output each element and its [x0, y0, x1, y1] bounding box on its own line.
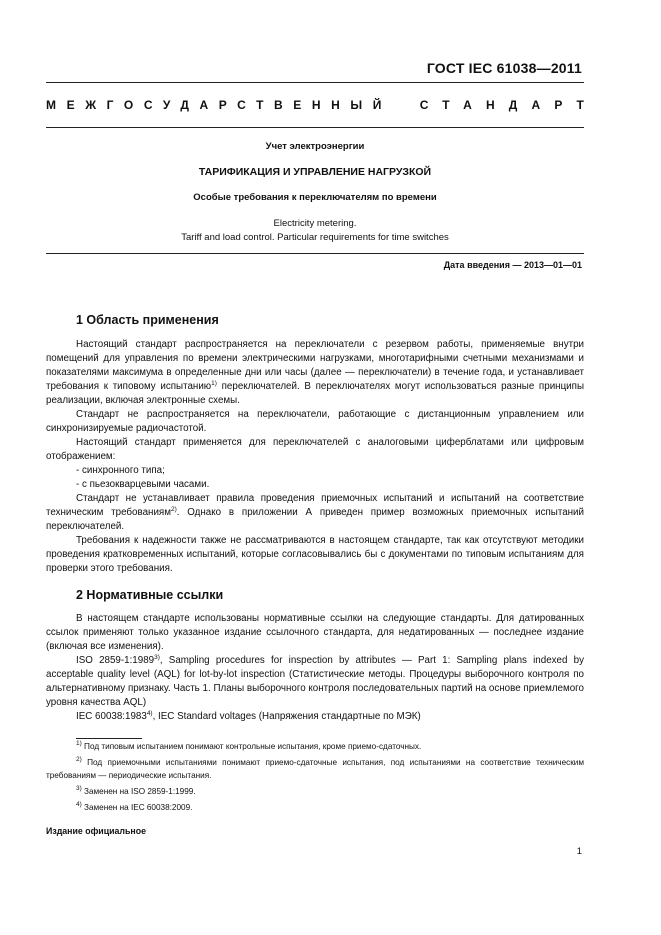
header-rule-bottom [46, 127, 584, 128]
footnote-ref: 4) [146, 710, 153, 717]
title-english-line1: Electricity metering. [273, 218, 357, 229]
header-rule-top [46, 82, 584, 83]
official-edition-label: Издание официальное [46, 826, 146, 836]
footnote: $^{1)}$ Под типовым испытанием понимают контрольные испытания, кроме приемо-сдаточных. [76, 740, 422, 751]
reference-iso-2859: ISO 2859-1:1989$^{3)}$, Sampling procedures for inspection by attributes — Part 1: Sampling plans indexed by acceptable quality level (AQL) for lot-by-lot inspection (Статистические методы. Процедуры выборочного контроля по альтернативному признаку. Часть 1. Планы выборочного контроля последовательных партий на основе приемлемого уровня качества AQL) [46, 654, 584, 708]
banner-word-2: СТАНДАРТ [419, 98, 598, 112]
section-1-body [46, 338, 584, 576]
page-number: 1 [576, 846, 582, 857]
list-item: - синхронного типа; [76, 465, 165, 476]
section-1-paragraph: Настоящий стандарт распространяется на переключатели с резервом работы, применяемые внутри помещений для управления по времени электрическими нагрузками, многотарифными счетными механизмами и показателями максимума в определенные дни или часы (далее — переключатели) в течение года, и устанавливает требования к типовому испытанию$^{1)}$ переключателей. В переключателях могут использоваться разные принципы реализации, включая электронные схемы. [46, 339, 585, 406]
section-1-paragraph: Требования к надежности также не рассматриваются в настоящем стандарте, так как отсутствуют методики проведения кратковременных испытаний, которые согласовывались бы с документами по типовым испытаниям для проверки этого требования. [46, 535, 584, 574]
section-1-heading: 1 Область применения [76, 313, 219, 327]
title-english [46, 217, 584, 245]
title-english-line2: Tariff and load control. Particular requirements for time switches [181, 232, 449, 243]
section-2-paragraph: В настоящем стандарте использованы нормативные ссылки на следующие стандарты. Для датированных ссылок применяют только указанное издание ссылочного стандарта, для недатированных — последнее издание (включая все изменения). [46, 613, 584, 652]
footnote: $^{2)}$ Под приемочными испытаниями понимают приемо-сдаточные испытания, под испытаниями на соответствие техническим требованиям — периодические испытания. [46, 756, 584, 780]
interstate-standard-banner [46, 98, 598, 112]
section-1-paragraph: Стандарт не распространяется на переключатели, работающие с дистанционным управлением или синхронизируемые радиочастотой. [46, 409, 584, 434]
intro-rule [46, 253, 584, 254]
footnote-ref: 1) [211, 380, 217, 387]
document-code: ГОСТ IEC 61038—2011 [426, 60, 582, 76]
footnote: $^{3)}$ Заменен на ISO 2859-1:1999. [76, 785, 196, 796]
section-2-body [46, 612, 584, 724]
banner-word-1: МЕЖГОСУДАРСТВЕННЫЙ [46, 98, 392, 112]
introduction-date: Дата введения — 2013—01—01 [443, 260, 582, 270]
footnotes [46, 740, 584, 817]
section-1-paragraph: Стандарт не устанавливает правила проведения приемочных испытаний и испытаний на соответствие техническим требованиям$^{2)}$. Однако в приложении А приведен пример возможных приемочных испытаний переключателей. [46, 493, 584, 532]
footnote: $^{4)}$ Заменен на IEC 60038:2009. [76, 801, 193, 812]
footnote-separator [76, 738, 142, 739]
title-subtitle: Особые требования к переключателям по времени [193, 192, 437, 203]
section-1-paragraph: Настоящий стандарт применяется для переключателей с аналоговыми циферблатами или цифровым отображением: [46, 437, 584, 462]
footnote-ref: 2) [170, 506, 177, 513]
footnote-ref: 3) [154, 654, 160, 661]
list-item: - с пьезокварцевыми часами. [76, 479, 210, 490]
title-subject: Учет электроэнергии [265, 141, 365, 152]
title-main: ТАРИФИКАЦИЯ И УПРАВЛЕНИЕ НАГРУЗКОЙ [198, 166, 432, 178]
section-2-heading: 2 Нормативные ссылки [76, 588, 224, 602]
reference-iec-60038: IEC 60038:1983$^{4)}$, IEC Standard voltages (Напряжения стандартные по МЭК) [76, 710, 421, 722]
